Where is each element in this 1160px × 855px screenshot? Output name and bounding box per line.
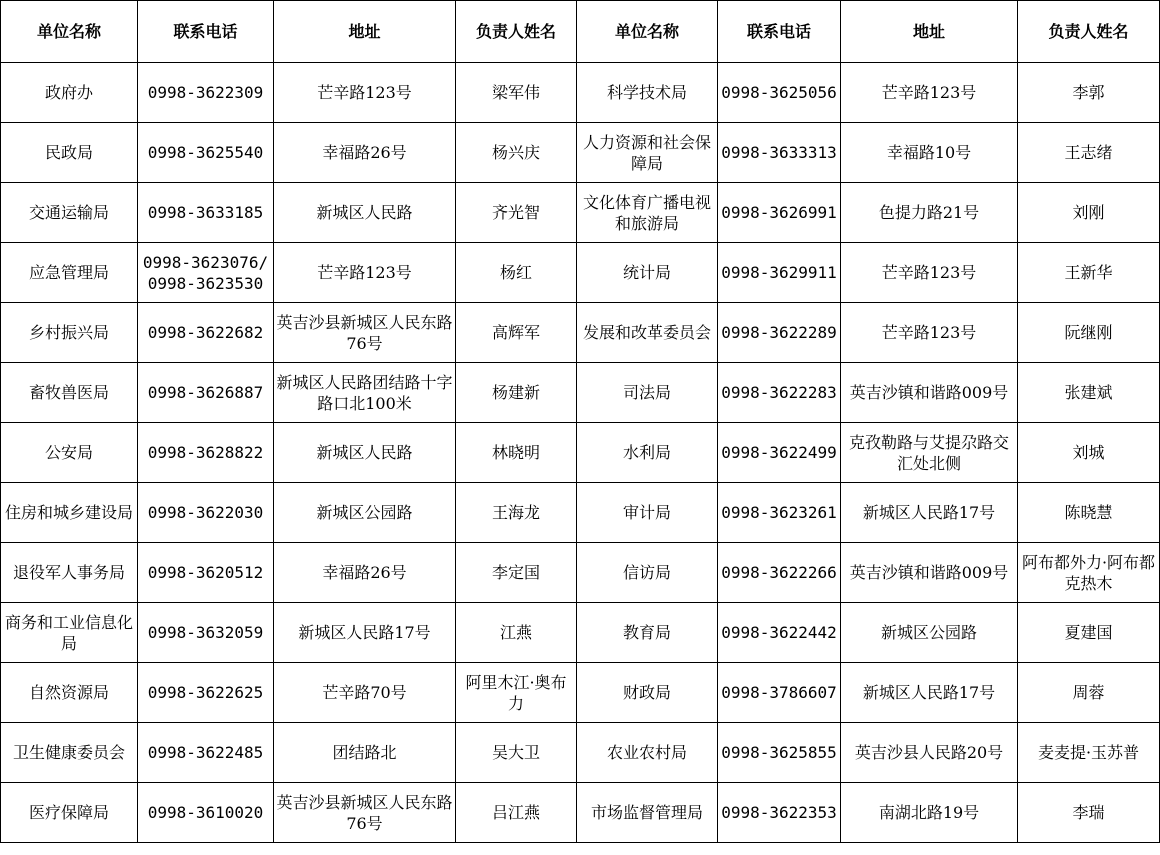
contact-person-cell: 陈晓慧 [1018,483,1160,543]
address-cell: 芒辛路70号 [274,663,456,723]
address-cell: 新城区人民路团结路十字路口北100米 [274,363,456,423]
phone-cell: 0998-3633313 [718,123,841,183]
phone-cell: 0998-3622625 [138,663,274,723]
table-row [1,603,1160,663]
contact-person-cell: 夏建国 [1018,603,1160,663]
contact-person-cell: 杨红 [456,243,577,303]
unit-name-cell: 退役军人事务局 [1,543,138,603]
contact-person-cell: 阿里木江·奥布力 [456,663,577,723]
contact-person-cell: 刘城 [1018,423,1160,483]
phone-cell: 0998-3620512 [138,543,274,603]
contact-person-cell: 刘刚 [1018,183,1160,243]
contact-person-cell: 江燕 [456,603,577,663]
unit-name-cell: 财政局 [577,663,718,723]
unit-name-cell: 交通运输局 [1,183,138,243]
contact-person-cell: 王志绪 [1018,123,1160,183]
table-row [1,723,1160,783]
contact-person-cell: 齐光智 [456,183,577,243]
phone-cell: 0998-3623076/ 0998-3623530 [138,243,274,303]
address-cell: 幸福路26号 [274,123,456,183]
table-row [1,543,1160,603]
address-cell: 新城区人民路 [274,183,456,243]
phone-cell: 0998-3622030 [138,483,274,543]
unit-name-cell: 水利局 [577,423,718,483]
header-contact-person: 负责人姓名 [1018,1,1160,63]
unit-name-cell: 医疗保障局 [1,783,138,843]
phone-cell: 0998-3623261 [718,483,841,543]
phone-cell: 0998-3622485 [138,723,274,783]
unit-name-cell: 司法局 [577,363,718,423]
contact-person-cell: 杨建新 [456,363,577,423]
unit-name-cell: 自然资源局 [1,663,138,723]
address-cell: 幸福路26号 [274,543,456,603]
unit-name-cell: 畜牧兽医局 [1,363,138,423]
address-cell: 团结路北 [274,723,456,783]
header-phone: 联系电话 [718,1,841,63]
contact-person-cell: 张建斌 [1018,363,1160,423]
unit-name-cell: 市场监督管理局 [577,783,718,843]
table-row [1,183,1160,243]
header-address: 地址 [841,1,1018,63]
address-cell: 芒辛路123号 [841,63,1018,123]
phone-cell: 0998-3632059 [138,603,274,663]
unit-name-cell: 科学技术局 [577,63,718,123]
contact-person-cell: 杨兴庆 [456,123,577,183]
address-cell: 芒辛路123号 [274,63,456,123]
address-cell: 色提力路21号 [841,183,1018,243]
address-cell: 新城区人民路17号 [841,483,1018,543]
unit-name-cell: 政府办 [1,63,138,123]
header-unit-name: 单位名称 [1,1,138,63]
contact-person-cell: 阮继刚 [1018,303,1160,363]
phone-cell: 0998-3625855 [718,723,841,783]
phone-cell: 0998-3626991 [718,183,841,243]
address-cell: 芒辛路123号 [841,243,1018,303]
phone-cell: 0998-3628822 [138,423,274,483]
phone-cell: 0998-3622289 [718,303,841,363]
unit-name-cell: 信访局 [577,543,718,603]
phone-cell: 0998-3625540 [138,123,274,183]
table-row [1,423,1160,483]
unit-name-cell: 审计局 [577,483,718,543]
table-row [1,123,1160,183]
address-cell: 新城区人民路17号 [841,663,1018,723]
contact-person-cell: 吴大卫 [456,723,577,783]
contact-person-cell: 王海龙 [456,483,577,543]
header-unit-name: 单位名称 [577,1,718,63]
contact-person-cell: 吕江燕 [456,783,577,843]
unit-name-cell: 农业农村局 [577,723,718,783]
address-cell: 英吉沙县人民路20号 [841,723,1018,783]
unit-name-cell: 统计局 [577,243,718,303]
address-cell: 克孜勒路与艾提尕路交汇处北侧 [841,423,1018,483]
table-row [1,483,1160,543]
phone-cell: 0998-3622283 [718,363,841,423]
table-row [1,243,1160,303]
phone-cell: 0998-3622309 [138,63,274,123]
address-cell: 新城区人民路 [274,423,456,483]
header-phone: 联系电话 [138,1,274,63]
unit-name-cell: 商务和工业信息化局 [1,603,138,663]
phone-cell: 0998-3629911 [718,243,841,303]
contact-person-cell: 高辉军 [456,303,577,363]
table-header-row [1,1,1160,63]
contact-person-cell: 李定国 [456,543,577,603]
address-cell: 芒辛路123号 [841,303,1018,363]
header-address: 地址 [274,1,456,63]
unit-name-cell: 发展和改革委员会 [577,303,718,363]
table-row [1,63,1160,123]
contact-person-cell: 李瑞 [1018,783,1160,843]
address-cell: 新城区公园路 [841,603,1018,663]
phone-cell: 0998-3786607 [718,663,841,723]
phone-cell: 0998-3625056 [718,63,841,123]
address-cell: 英吉沙县新城区人民东路76号 [274,303,456,363]
unit-name-cell: 教育局 [577,603,718,663]
table-row [1,783,1160,843]
contact-person-cell: 梁军伟 [456,63,577,123]
address-cell: 幸福路10号 [841,123,1018,183]
contact-person-cell: 阿布都外力·阿布都克热木 [1018,543,1160,603]
unit-name-cell: 人力资源和社会保障局 [577,123,718,183]
table-row [1,663,1160,723]
header-contact-person: 负责人姓名 [456,1,577,63]
phone-cell: 0998-3622353 [718,783,841,843]
address-cell: 新城区人民路17号 [274,603,456,663]
phone-cell: 0998-3622682 [138,303,274,363]
contact-person-cell: 周蓉 [1018,663,1160,723]
contact-person-cell: 李郭 [1018,63,1160,123]
unit-name-cell: 民政局 [1,123,138,183]
phone-cell: 0998-3610020 [138,783,274,843]
unit-name-cell: 公安局 [1,423,138,483]
phone-cell: 0998-3626887 [138,363,274,423]
phone-cell: 0998-3622266 [718,543,841,603]
unit-name-cell: 应急管理局 [1,243,138,303]
unit-name-cell: 住房和城乡建设局 [1,483,138,543]
table-row [1,303,1160,363]
address-cell: 芒辛路123号 [274,243,456,303]
address-cell: 英吉沙镇和谐路009号 [841,363,1018,423]
contact-person-cell: 林晓明 [456,423,577,483]
contact-person-cell: 王新华 [1018,243,1160,303]
address-cell: 新城区公园路 [274,483,456,543]
unit-name-cell: 文化体育广播电视和旅游局 [577,183,718,243]
address-cell: 英吉沙县新城区人民东路76号 [274,783,456,843]
address-cell: 英吉沙镇和谐路009号 [841,543,1018,603]
phone-cell: 0998-3622499 [718,423,841,483]
phone-cell: 0998-3633185 [138,183,274,243]
unit-name-cell: 乡村振兴局 [1,303,138,363]
table-row [1,363,1160,423]
unit-name-cell: 卫生健康委员会 [1,723,138,783]
phone-cell: 0998-3622442 [718,603,841,663]
address-cell: 南湖北路19号 [841,783,1018,843]
contact-person-cell: 麦麦提·玉苏普 [1018,723,1160,783]
